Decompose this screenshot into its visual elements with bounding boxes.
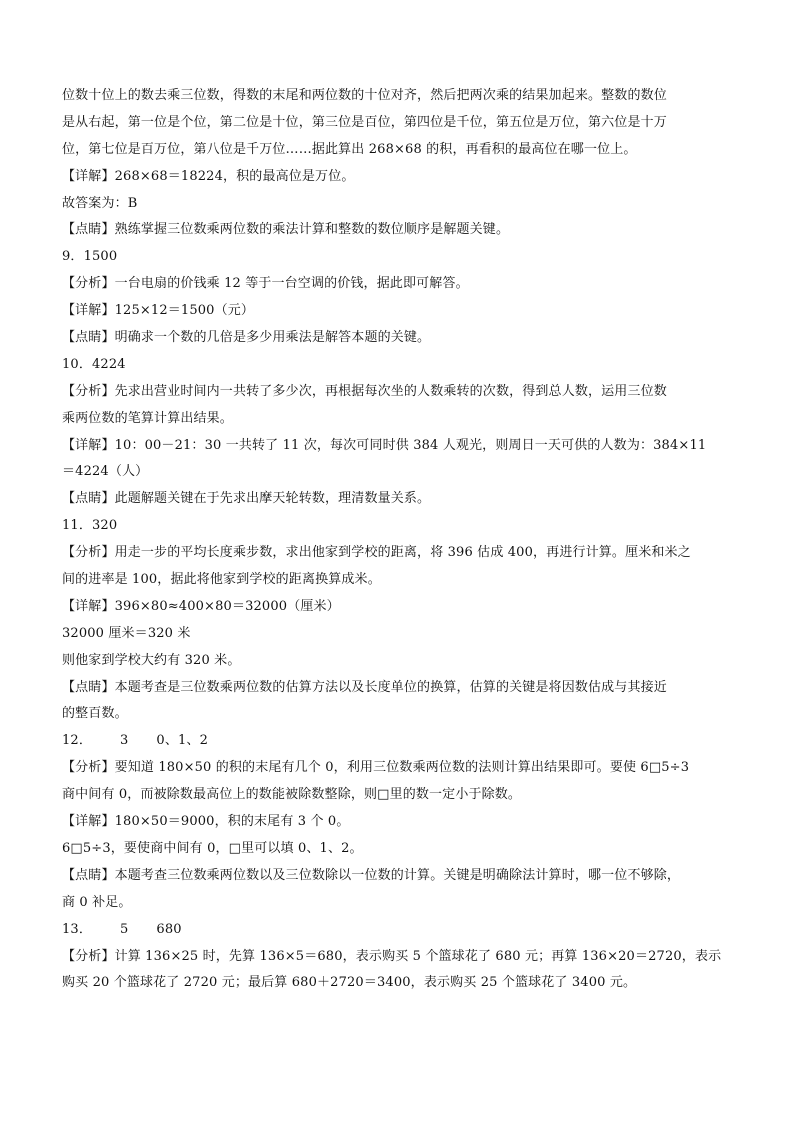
text-line: 【点睛】此题解题关键在于先求出摩天轮转数，理清数量关系。 <box>62 491 431 507</box>
question-answer-10: 10．4224 <box>62 356 126 372</box>
text-line: 是从右起，第一位是个位，第二位是十位，第三位是百位，第四位是千位，第五位是万位，第六位是十万 <box>62 114 667 130</box>
question-number: 12． <box>62 733 92 749</box>
text-line: 【点睛】本题考查三位数乘两位数以及三位数除以一位数的计算。关键是明确除法计算时，哪一位不够除， <box>62 867 681 883</box>
question-answer-13 <box>62 917 752 944</box>
text-line: 【分析】一台电扇的价钱乘 12 等于一台空调的价钱，据此即可解答。 <box>62 276 469 292</box>
text-line: 【详解】268×68＝18224，积的最高位是万位。 <box>62 168 355 184</box>
text-line: 商中间有 0，而被除数最高位上的数能被除数整除，则□里的数一定小于除数。 <box>62 787 522 803</box>
text-line: 位，第七位是百万位，第八位是千万位……据此算出 268×68 的积，再看积的最高位在哪一位上。 <box>62 141 637 157</box>
question-answer-11: 11．320 <box>62 518 118 534</box>
text-line: 购买 20 个篮球花了 2720 元；最后算 680＋2720＝3400，表示购买 25 个篮球花了 3400 元。 <box>62 975 637 991</box>
text-line: 【详解】396×80≈400×80＝32000（厘米） <box>62 598 340 614</box>
text-line: 位数十位上的数去乘三位数，得数的末尾和两位数的十位对齐，然后把两次乘的结果加起来。整数的数位 <box>62 88 667 103</box>
answer-blank-2: 680 <box>156 921 182 937</box>
text-line: 【详解】125×12＝1500（元） <box>62 303 255 319</box>
text-line: 【分析】先求出营业时间内一共转了多少次，再根据每次坐的人数乘转的次数，得到总人数，运用三位数 <box>62 383 667 399</box>
text-line: 【点睛】本题考查是三位数乘两位数的估算方法以及长度单位的换算，估算的关键是将因数估成与其接近 <box>62 679 667 695</box>
text-line: 则他家到学校大约有 320 米。 <box>62 652 241 668</box>
text-line: 【分析】用走一步的平均长度乘步数，求出他家到学校的距离，将 396 估成 400，再进行计算。厘米和米之 <box>62 545 691 561</box>
question-answer-9: 9．1500 <box>62 249 118 265</box>
answer-blank-1: 3 <box>120 733 129 749</box>
text-line: 【分析】要知道 180×50 的积的末尾有几个 0，利用三位数乘两位数的法则计算出结果即可。要使 6□5÷3 <box>62 760 690 776</box>
answer-blank-1: 5 <box>120 921 129 937</box>
text-line: 6□5÷3，要使商中间有 0，□里可以填 0、1、2。 <box>62 840 363 856</box>
text-line: 间的进率是 100，据此将他家到学校的距离换算成米。 <box>62 572 381 588</box>
text-line: 【详解】180×50＝9000，积的末尾有 3 个 0。 <box>62 814 350 830</box>
answer-blank-2: 0、1、2 <box>156 733 208 749</box>
text-line: 的整百数。 <box>62 706 128 722</box>
text-line: 32000 厘米＝320 米 <box>62 625 191 641</box>
text-line: 【详解】10：00－21：30 一共转了 11 次，每次可同时供 384 人观光，则周日一天可供的人数为：384×11 <box>62 437 707 453</box>
text-line: 【分析】计算 136×25 时，先算 136×5＝680，表示购买 5 个篮球花了 680 元；再算 136×20＝2720，表示 <box>62 948 722 964</box>
question-number: 13． <box>62 921 92 937</box>
text-line: 乘两位数的笔算计算出结果。 <box>62 410 233 426</box>
text-line: 故答案为：B <box>62 195 138 211</box>
text-line: 【点睛】明确求一个数的几倍是多少用乘法是解答本题的关键。 <box>62 330 431 346</box>
text-line: 商 0 补足。 <box>62 894 132 910</box>
text-line: 【点睛】熟练掌握三位数乘两位数的乘法计算和整数的数位顺序是解题关键。 <box>62 222 510 238</box>
text-line: ＝4224（人） <box>62 464 149 480</box>
question-answer-12 <box>62 728 752 755</box>
document-page <box>62 83 752 997</box>
